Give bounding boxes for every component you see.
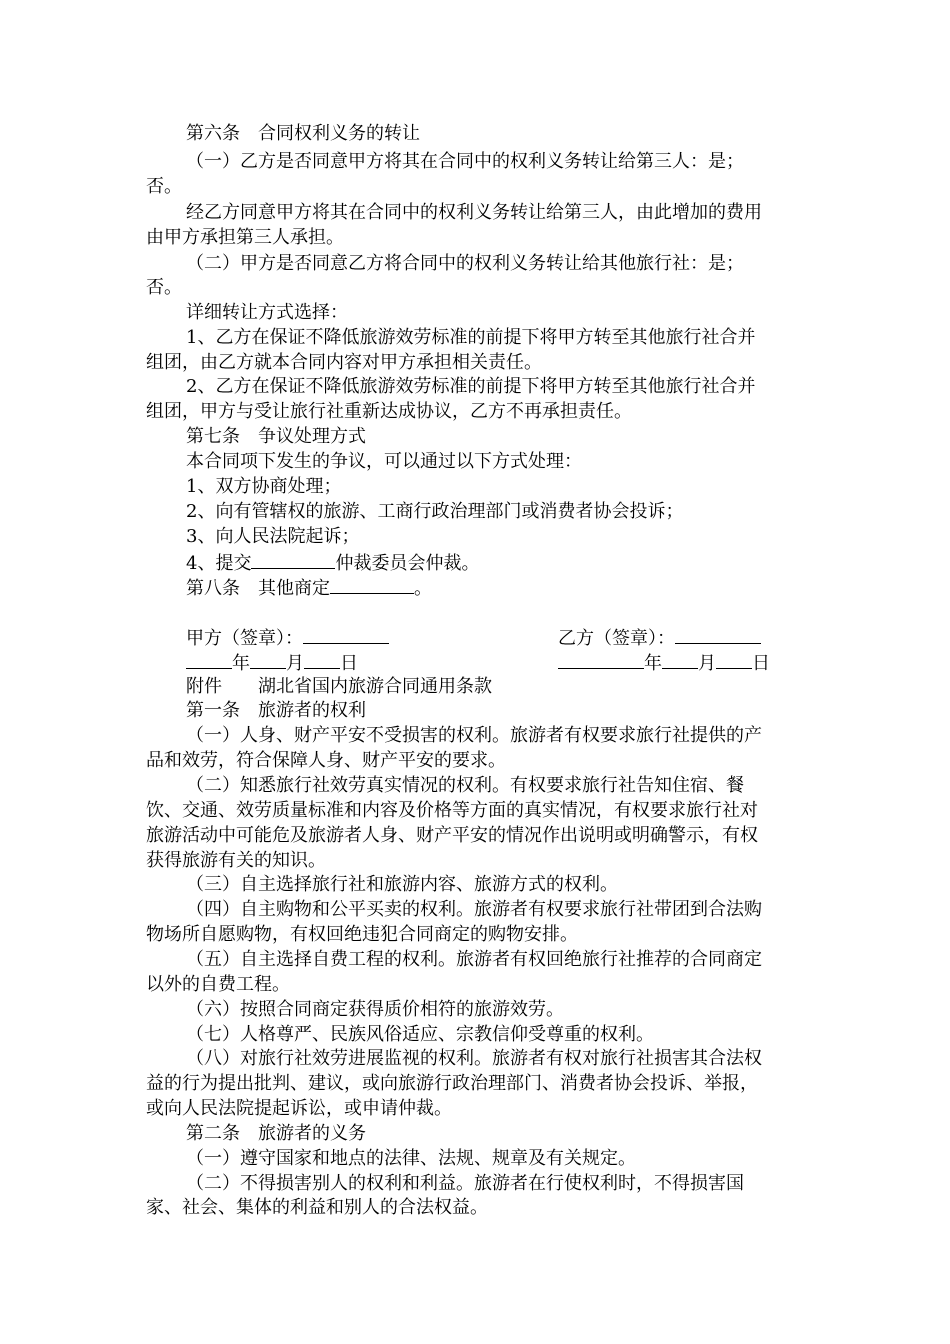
paragraph-line: 否。 <box>146 277 182 298</box>
list-item: 1、双方协商处理； <box>186 476 342 497</box>
paragraph-line: 旅游活动中可能危及旅游者人身、财产平安的情况作出说明或明确警示，有权 <box>146 825 758 846</box>
blank-field <box>250 650 286 669</box>
paragraph-line: 品和效劳，符合保障人身、财产平安的要求。 <box>146 750 506 771</box>
list-item: 2、向有管辖权的旅游、工商行政治理部门或消费者协会投诉； <box>186 501 684 522</box>
article-8-heading <box>186 575 432 601</box>
date-day-label: 日 <box>752 653 770 674</box>
date-day-label: 日 <box>340 653 358 674</box>
party-a-date <box>186 650 358 676</box>
blank-field <box>675 625 761 644</box>
blank-field <box>304 650 340 669</box>
paragraph-line: 本合同项下发生的争议，可以通过以下方式处理： <box>186 451 582 472</box>
paragraph-line: （二）知悉旅行社效劳真实情况的权利。有权要求旅行社告知住宿、餐 <box>186 775 744 796</box>
appendix-title: 附件 湖北省国内旅游合同通用条款 <box>186 676 492 697</box>
paragraph-line: 饮、交通、效劳质量标准和内容及价格等方面的真实情况，有权要求旅行社对 <box>146 800 758 821</box>
paragraph-line: （五）自主选择自费工程的权利。旅游者有权回绝旅行社推荐的合同商定 <box>186 949 762 970</box>
paragraph-line: （八）对旅行社效劳进展监视的权利。旅游者有权对旅行社损害其合法权 <box>186 1048 762 1069</box>
paragraph-line: 家、社会、集体的利益和别人的合法权益。 <box>146 1197 488 1218</box>
date-month-label: 月 <box>286 653 304 674</box>
paragraph-line: 或向人民法院提起诉讼，或申请仲裁。 <box>146 1098 452 1119</box>
blank-field <box>330 575 414 594</box>
party-a-signature <box>186 625 389 651</box>
article-7-heading: 第七条 争议处理方式 <box>186 426 366 447</box>
list-item: 3、向人民法院起诉； <box>186 526 360 547</box>
blank-field <box>251 550 335 569</box>
article-6-heading: 第六条 合同权利义务的转让 <box>186 123 420 144</box>
paragraph-line: （三）自主选择旅行社和旅游内容、旅游方式的权利。 <box>186 874 618 895</box>
date-month-label: 月 <box>698 653 716 674</box>
appendix-article-1-heading: 第一条 旅游者的权利 <box>186 700 366 721</box>
blank-field <box>303 625 389 644</box>
list-item-suffix: 仲裁委员会仲裁。 <box>335 553 480 574</box>
date-year-label: 年 <box>232 653 250 674</box>
paragraph-line: （一）遵守国家和地点的法律、法规、规章及有关规定。 <box>186 1148 636 1169</box>
paragraph-line: 以外的自费工程。 <box>146 974 290 995</box>
paragraph-line: （一）乙方是否同意甲方将其在合同中的权利义务转让给第三人：是； <box>186 151 744 172</box>
article-8-end: 。 <box>414 578 432 599</box>
paragraph-line: （一）人身、财产平安不受损害的权利。旅游者有权要求旅行社提供的产 <box>186 725 762 746</box>
paragraph-line: 经乙方同意甲方将其在合同中的权利义务转让给第三人，由此增加的费用 <box>186 202 762 223</box>
paragraph-line: （二）甲方是否同意乙方将合同中的权利义务转让给其他旅行社：是； <box>186 253 744 274</box>
party-a-label: 甲方（签章）： <box>186 628 303 649</box>
paragraph-line: 组团，甲方与受让旅行社重新达成协议，乙方不再承担责任。 <box>146 401 632 422</box>
appendix-article-2-heading: 第二条 旅游者的义务 <box>186 1123 366 1144</box>
paragraph-line: （四）自主购物和公平买卖的权利。旅游者有权要求旅行社带团到合法购 <box>186 899 762 920</box>
paragraph-line: 2、乙方在保证不降低旅游效劳标准的前提下将甲方转至其他旅行社合并 <box>186 376 756 397</box>
blank-field <box>186 650 232 669</box>
party-b-date <box>558 650 770 676</box>
paragraph-line: 否。 <box>146 176 182 197</box>
paragraph-line: （六）按照合同商定获得质价相符的旅游效劳。 <box>186 999 564 1020</box>
paragraph-line: 获得旅游有关的知识。 <box>146 850 326 871</box>
paragraph-line: （七）人格尊严、民族风俗适应、宗教信仰受尊重的权利。 <box>186 1024 654 1045</box>
paragraph-line: 物场所自愿购物，有权回绝违犯合同商定的购物安排。 <box>146 924 578 945</box>
paragraph-line: 组团，由乙方就本合同内容对甲方承担相关责任。 <box>146 352 542 373</box>
paragraph-line: 1、乙方在保证不降低旅游效劳标准的前提下将甲方转至其他旅行社合并 <box>186 327 756 348</box>
party-b-signature <box>558 625 761 651</box>
party-b-label: 乙方（签章）： <box>558 628 675 649</box>
paragraph-line: 益的行为提出批判、建议，或向旅游行政治理部门、消费者协会投诉、举报， <box>146 1073 758 1094</box>
list-item-prefix: 4、提交 <box>186 553 252 574</box>
blank-field <box>558 650 644 669</box>
article-8-title: 第八条 其他商定 <box>186 578 330 599</box>
blank-field <box>662 650 698 669</box>
blank-field <box>716 650 752 669</box>
list-item <box>186 550 479 576</box>
paragraph-line: 由甲方承担第三人承担。 <box>146 227 344 248</box>
date-year-label: 年 <box>644 653 662 674</box>
paragraph-line: 详细转让方式选择： <box>186 302 348 323</box>
paragraph-line: （二）不得损害别人的权利和利益。旅游者在行使权利时，不得损害国 <box>186 1173 744 1194</box>
